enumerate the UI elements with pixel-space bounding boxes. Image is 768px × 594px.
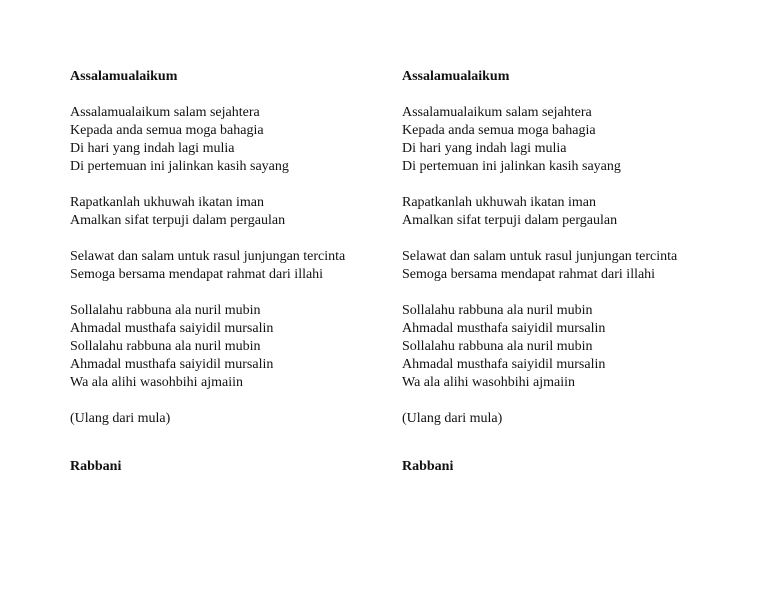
lyric-line: Ahmadal musthafa saiyidil mursalin	[402, 357, 606, 372]
lyric-line: Semoga bersama mendapat rahmat dari illahi	[402, 267, 656, 282]
song-author: Rabbani	[70, 459, 122, 474]
lyric-line: Ahmadal musthafa saiyidil mursalin	[70, 321, 274, 336]
lyric-line: Kepada anda semua moga bahagia	[402, 123, 596, 138]
repeat-note: (Ulang dari mula)	[70, 411, 171, 426]
lyric-line: Di hari yang indah lagi mulia	[402, 141, 567, 156]
lyric-line: Wa ala alihi wasohbihi ajmaiin	[402, 375, 576, 390]
stanza-1	[402, 104, 702, 176]
lyric-line: Sollalahu rabbuna ala nuril mubin	[70, 303, 261, 318]
lyric-line: Di pertemuan ini jalinkan kasih sayang	[70, 159, 289, 174]
song-title: Assalamualaikum	[70, 69, 178, 84]
lyric-line: Di hari yang indah lagi mulia	[70, 141, 235, 156]
lyric-line: Selawat dan salam untuk rasul junjungan tercinta	[70, 249, 346, 264]
lyric-line: Assalamualaikum salam sejahtera	[402, 105, 592, 120]
lyric-line: Amalkan sifat terpuji dalam pergaulan	[402, 213, 618, 228]
lyric-line: Rapatkanlah ukhuwah ikatan iman	[402, 195, 596, 210]
lyric-line: Ahmadal musthafa saiyidil mursalin	[70, 357, 274, 372]
lyric-line: Assalamualaikum salam sejahtera	[70, 105, 260, 120]
lyric-line: Amalkan sifat terpuji dalam pergaulan	[70, 213, 286, 228]
stanza-1	[70, 104, 370, 176]
stanza-2	[402, 194, 702, 230]
lyric-line: Wa ala alihi wasohbihi ajmaiin	[70, 375, 244, 390]
stanza-3	[402, 248, 702, 284]
lyric-line: Kepada anda semua moga bahagia	[70, 123, 264, 138]
stanza-3	[70, 248, 370, 284]
lyric-line: Semoga bersama mendapat rahmat dari illahi	[70, 267, 324, 282]
lyric-line: Sollalahu rabbuna ala nuril mubin	[70, 339, 261, 354]
lyric-line: Selawat dan salam untuk rasul junjungan tercinta	[402, 249, 678, 264]
lyrics-column-right	[402, 68, 702, 476]
lyric-line: Sollalahu rabbuna ala nuril mubin	[402, 303, 593, 318]
lyric-line: Sollalahu rabbuna ala nuril mubin	[402, 339, 593, 354]
stanza-4	[402, 302, 702, 392]
lyric-line: Rapatkanlah ukhuwah ikatan iman	[70, 195, 264, 210]
lyric-line: Ahmadal musthafa saiyidil mursalin	[402, 321, 606, 336]
song-title: Assalamualaikum	[402, 69, 510, 84]
lyric-line: Di pertemuan ini jalinkan kasih sayang	[402, 159, 621, 174]
repeat-note: (Ulang dari mula)	[402, 411, 503, 426]
stanza-4	[70, 302, 370, 392]
song-author: Rabbani	[402, 459, 454, 474]
lyrics-column-left	[70, 68, 370, 476]
stanza-2	[70, 194, 370, 230]
